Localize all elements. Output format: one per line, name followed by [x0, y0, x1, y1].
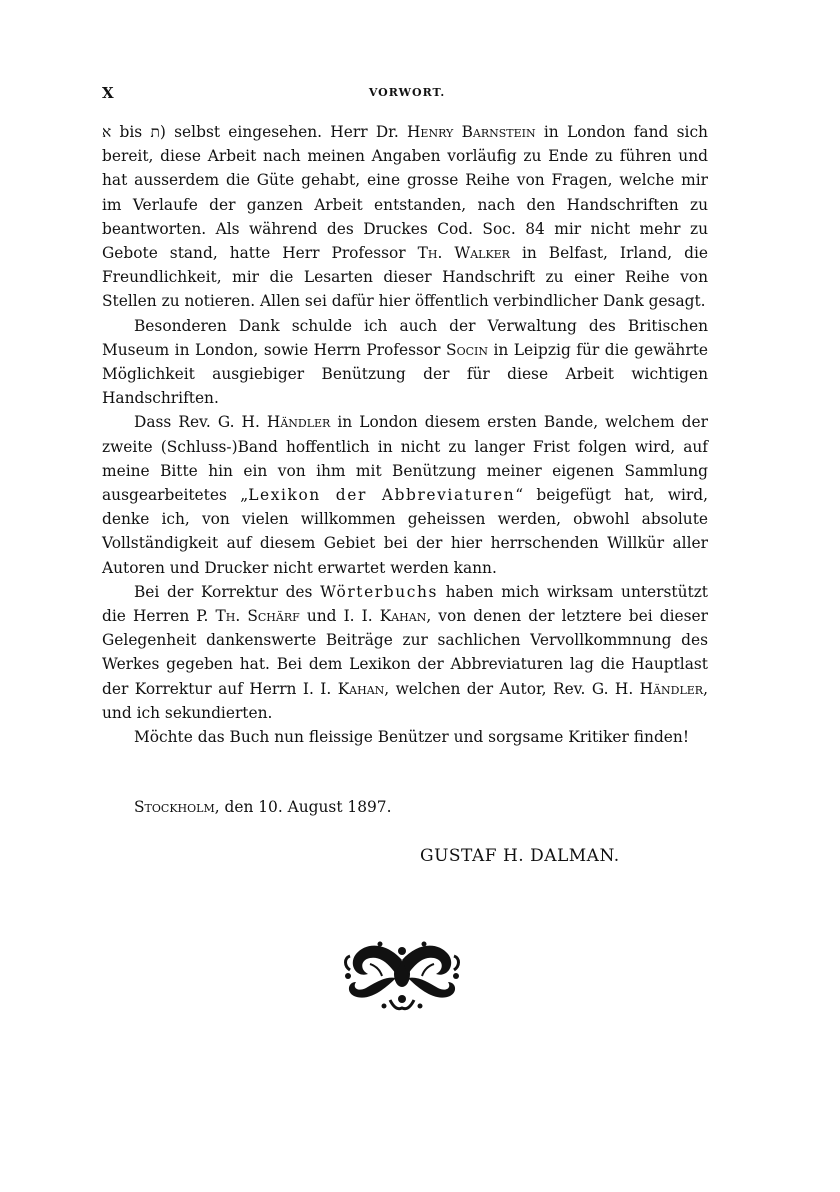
text-run: in London diesem ersten Bande, welchem der zweite (Schluss-)Band hoffentlich in nicht zu langer Frist folgen wird, auf meine Bitte hin ein von ihm mit Benützung meiner eigenen Sammlung ausgearbeitetes „ — [102, 413, 708, 505]
page-number: X — [102, 84, 114, 102]
text-run: , von denen der letztere bei dieser Gelegenheit dankenswerte Beiträge zur sachlichen Vervollkommnung des Werkes gegeben hat. Bei dem Lexikon der Abbreviaturen lag die Hauptlast der Korrektur auf Herrn I. I. — [102, 607, 708, 698]
text-run: in Leipzig für die gewährte Möglichkeit ausgiebiger Benützung der für diese Arbeit wichtigen Handschriften. — [102, 340, 708, 408]
emphasized-text: Lexikon der Abbreviaturen — [248, 486, 516, 505]
date-text: , den 10. August 1897. — [214, 798, 392, 816]
preface-paragraph — [102, 580, 708, 725]
text-run: , und ich sekundierten. — [102, 679, 708, 722]
text-run: Bei der Korrektur des — [134, 582, 321, 601]
emphasized-text: Wörterbuchs — [320, 582, 438, 601]
person-name: Socin — [446, 340, 488, 359]
preface-text — [102, 120, 708, 749]
text-run: א bis ת) selbst eingesehen. Herr Dr. — [102, 123, 408, 141]
preface-paragraph — [102, 725, 708, 749]
person-name: Kahan — [379, 607, 427, 626]
preface-paragraph — [102, 120, 708, 314]
preface-paragraph — [102, 410, 708, 579]
person-name: Kahan — [337, 679, 385, 698]
author-signature: GUSTAF H. DALMAN. — [420, 846, 620, 866]
text-run: und I. I. — [299, 607, 380, 626]
person-name: Händler — [266, 413, 331, 432]
page-header — [102, 84, 712, 108]
dateline — [134, 798, 391, 816]
text-run: in Belfast, Irland, die Freundlichkeit, mir die Lesarten dieser Handschrift zu einer Reihe von Stellen zu notieren. Allen sei dafür hier öffentlich verbindlicher Dank gesagt. — [102, 244, 708, 311]
text-run: “ beigefügt hat, wird, denke ich, von vielen willkommen geheissen werden, obwohl absolute Vollständigkeit auf diesem Gebiet bei der hier herrschenden Willkür aller Autoren und Drucker nicht erwartet werden kann. — [102, 486, 708, 577]
person-name: Th. Walker — [417, 244, 510, 263]
floral-vignette-icon — [340, 936, 464, 1012]
running-head: VORWORT. — [368, 86, 446, 99]
person-name: Henry Barnstein — [407, 123, 536, 141]
text-run: Dass Rev. G. H. — [134, 413, 267, 432]
person-name: Händler — [639, 679, 704, 698]
text-run: Besonderen Dank schulde ich auch der Verwaltung des Britischen Museum in London, sowie Herrn Professor — [102, 316, 708, 359]
text-run: , welchen der Autor, Rev. G. H. — [384, 679, 640, 698]
place-name: Stockholm — [134, 798, 215, 816]
text-run: in London fand sich bereit, diese Arbeit nach meinen Angaben vorläufig zu Ende zu führen und hat ausserdem die Güte gehabt, eine grosse Reihe von Fragen, welche mir im Verlaufe der ganzen Arbeit entstanden, nach den Handschriften zu beantworten. Als während des Druckes Cod. Soc. 84 mir nicht mehr zu Gebote stand, hatte Herr Professor — [102, 123, 708, 263]
text-run: haben mich wirksam unterstützt die Herren P. — [102, 582, 708, 626]
text-run: Möchte das Buch nun fleissige Benützer und sorgsame Kritiker finden! — [134, 728, 690, 747]
person-name: Th. Schärf — [215, 607, 300, 626]
preface-paragraph — [102, 314, 708, 411]
